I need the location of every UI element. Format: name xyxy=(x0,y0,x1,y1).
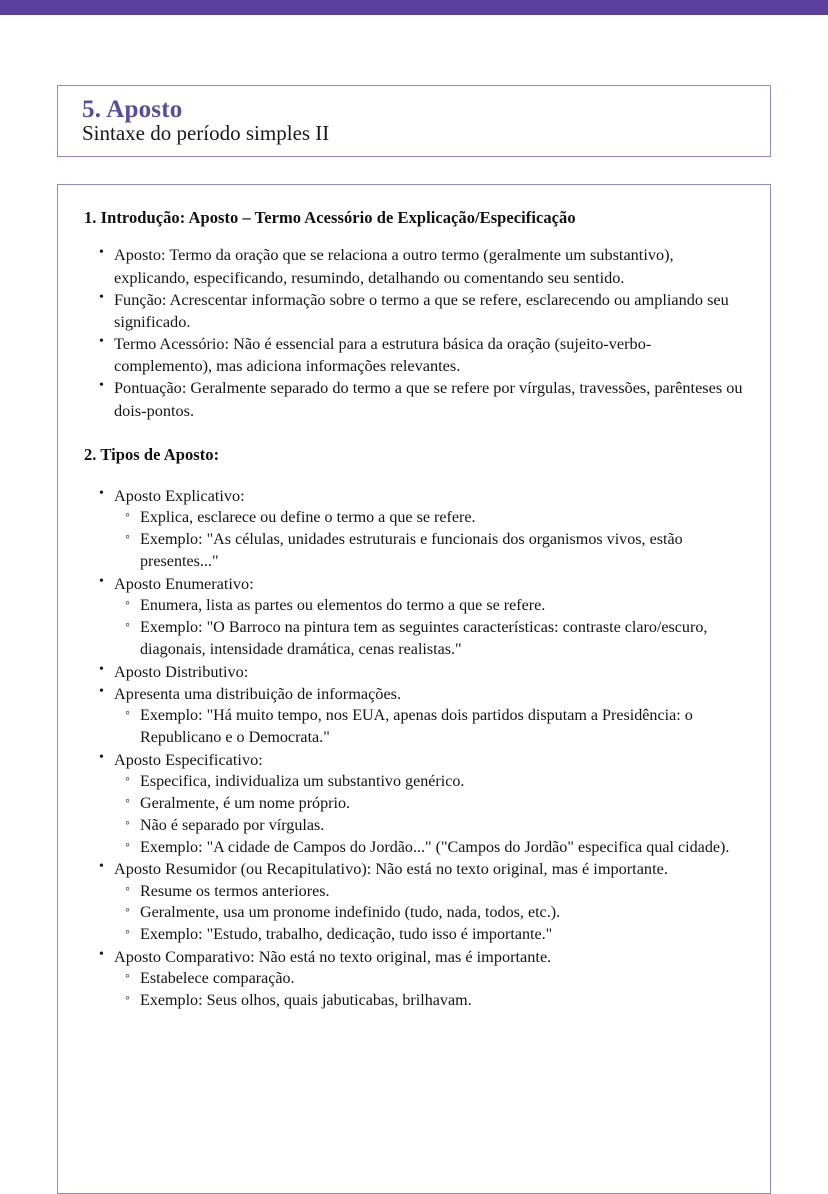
list-item: • Pontuação: Geralmente separado do termo a que se refere por vírgulas, travessões, parênteses ou dois-pontos. xyxy=(84,377,744,421)
sub-list-item: ◦ Explica, esclarece ou define o termo a que se refere. xyxy=(114,507,744,529)
list-item-label: Apresenta uma distribuição de informações. xyxy=(114,683,402,703)
sub-list xyxy=(114,881,744,947)
list-item-label: Aposto Enumerativo: xyxy=(114,573,254,593)
sub-list-item: ◦ Exemplo: "As células, unidades estruturais e funcionais dos organismos vivos, estão presentes..." xyxy=(114,529,744,573)
list-item xyxy=(84,573,744,661)
list-item-label: Aposto Distributivo: xyxy=(114,661,249,681)
sub-list-item: ◦ Exemplo: Seus olhos, quais jabuticabas, brilhavam. xyxy=(114,990,744,1012)
section-1-heading: 1. Introdução: Aposto – Termo Acessório de Explicação/Especificação xyxy=(84,208,576,227)
sub-list-item: ◦ Exemplo: "A cidade de Campos do Jordão..." ("Campos do Jordão" especifica qual cidade). xyxy=(114,837,744,859)
section-2-bullet-list xyxy=(84,485,744,1012)
title-card xyxy=(57,85,771,157)
sub-list-item: ◦ Geralmente, é um nome próprio. xyxy=(114,793,744,815)
section-1-bullet-list xyxy=(84,244,744,421)
top-accent-bar xyxy=(0,0,828,15)
sub-list xyxy=(114,771,744,859)
list-item-label: Aposto Resumidor (ou Recapitulativo): Não está no texto original, mas é importante. xyxy=(114,859,668,879)
list-item xyxy=(84,749,744,859)
list-item xyxy=(84,858,744,946)
list-item-label: Aposto Explicativo: xyxy=(114,486,245,506)
sub-list xyxy=(114,705,744,749)
sub-list-item: ◦ Exemplo: "O Barroco na pintura tem as seguintes características: contraste claro/escuro, diagonais, intensidade dramática, cenas realistas." xyxy=(114,617,744,661)
sub-list-item: ◦ Exemplo: "Estudo, trabalho, dedicação, tudo isso é importante." xyxy=(114,924,744,946)
sub-list-item: ◦ Especifica, individualiza um substantivo genérico. xyxy=(114,771,744,793)
list-item xyxy=(84,683,744,749)
list-item: • Aposto: Termo da oração que se relaciona a outro termo (geralmente um substantivo), explicando, especificando, resumindo, detalhando ou comentando seu sentido. xyxy=(84,244,744,288)
list-item-label: Aposto Especificativo: xyxy=(114,749,263,769)
sub-list-item: ◦ Geralmente, usa um pronome indefinido (tudo, nada, todos, etc.). xyxy=(114,902,744,924)
list-item: • Termo Acessório: Não é essencial para a estrutura básica da oração (sujeito-verbo-complemento), mas adiciona informações relevantes. xyxy=(84,333,744,377)
sub-list xyxy=(114,507,744,573)
page-title: 5. Aposto xyxy=(82,96,183,123)
list-item xyxy=(84,661,744,683)
list-item-label: Aposto Comparativo: Não está no texto original, mas é importante. xyxy=(114,947,552,967)
sub-list xyxy=(114,595,744,661)
list-item xyxy=(84,946,744,1012)
list-item xyxy=(84,485,744,573)
sub-list xyxy=(114,968,744,1012)
sub-list-item: ◦ Exemplo: "Há muito tempo, nos EUA, apenas dois partidos disputam a Presidência: o Republicano e o Democrata." xyxy=(114,705,744,749)
list-item: • Função: Acrescentar informação sobre o termo a que se refere, esclarecendo ou ampliando seu significado. xyxy=(84,289,744,333)
sub-list-item: ◦ Resume os termos anteriores. xyxy=(114,881,744,903)
sub-list-item: ◦ Estabelece comparação. xyxy=(114,968,744,990)
content-card xyxy=(57,184,771,1194)
sub-list-item: ◦ Enumera, lista as partes ou elementos do termo a que se refere. xyxy=(114,595,744,617)
page-subtitle: Sintaxe do período simples II xyxy=(82,121,330,145)
sub-list-item: ◦ Não é separado por vírgulas. xyxy=(114,815,744,837)
section-2-heading: 2. Tipos de Aposto: xyxy=(84,444,220,464)
